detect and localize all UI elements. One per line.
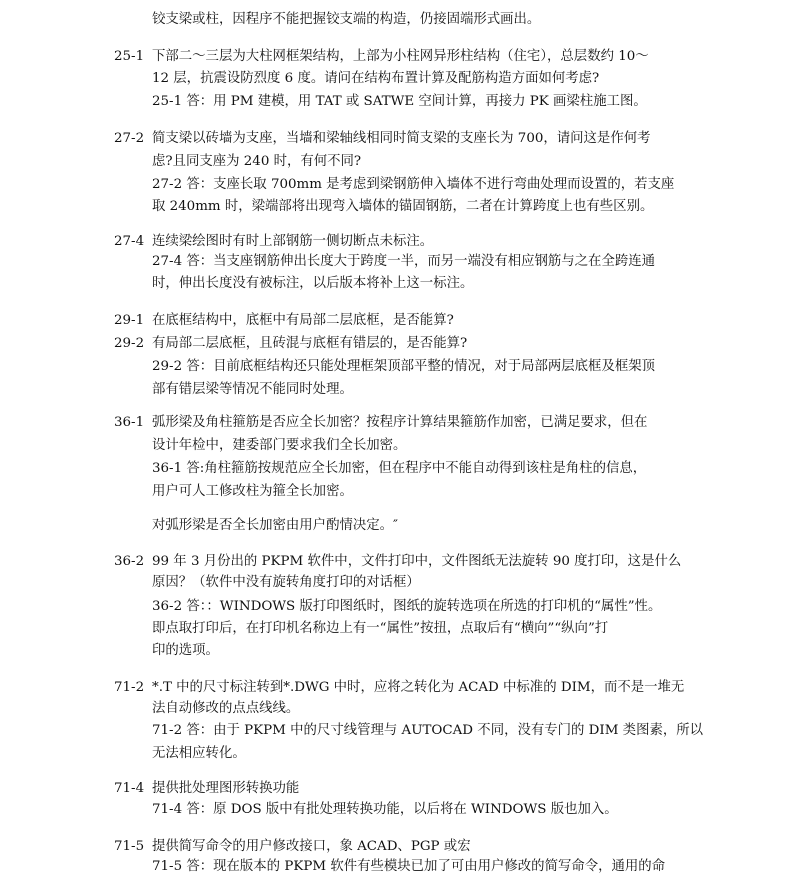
answer-text: 71-5 答：现在版本的 PKPM 软件有些模块已加了可由用户修改的简写命令，通用的命 <box>152 859 666 874</box>
question-number: 27-4 <box>114 234 145 249</box>
question-text: 弧形梁及角柱箍筋是否应全长加密？按程序计算结果箍筋作加密，已满足要求，但在 <box>152 415 648 430</box>
question-number: 25-1 <box>114 49 145 64</box>
question-text: *.T 中的尺寸标注转到*.DWG 中时，应将之转化为 ACAD 中标准的 DIM，而不是一堆无 <box>152 680 685 695</box>
answer-text: 25-1 答：用 PM 建模，用 TAT 或 SATWE 空间计算，再接力 PK 画梁柱施工图。 <box>152 94 647 109</box>
question-text: 提供简写命令的用户修改接口，象 ACAD、PGP 或宏 <box>152 839 471 854</box>
question-text: 12 层，抗震设防烈度 6 度。请问在结构布置计算及配筋构造方面如何考虑? <box>152 71 600 86</box>
question-text: 设计年检中，建委部门要求我们全长加密。 <box>152 438 407 453</box>
answer-text: 印的选项。 <box>152 643 219 658</box>
question-number: 27-2 <box>114 131 145 146</box>
answer-text: 27-4 答：当支座钢筋伸出长度大于跨度一半，而另一端没有相应钢筋与之在全跨连通 <box>152 254 656 269</box>
question-number: 29-2 <box>114 336 145 351</box>
answer-text: 用户可人工修改柱为箍全长加密。 <box>152 484 353 499</box>
question-text: 提供批处理图形转换功能 <box>152 781 300 796</box>
answer-text: 27-2 答：支座长取 700mm 是考虑到梁钢筋伸入墙体不进行弯曲处理而设置的，若支座 <box>152 177 675 192</box>
question-number: 71-5 <box>114 839 145 854</box>
question-text: 连续梁绘图时有时上部钢筋一侧切断点未标注。 <box>152 234 434 249</box>
answer-text: 即点取打印后，在打印机名称边上有一“属性”按扭，点取后有“横向”“纵向”打 <box>152 621 609 636</box>
answer-text: 对弧形梁是否全长加密由用户酌情决定。″ <box>152 518 399 533</box>
question-number: 71-2 <box>114 680 145 695</box>
question-number: 71-4 <box>114 781 145 796</box>
answer-text: 71-2 答：由于 PKPM 中的尺寸线管理与 AUTOCAD 不同，没有专门的 DIM 类图素，所以 <box>152 723 704 738</box>
question-number: 29-1 <box>114 313 145 328</box>
question-text: 99 年 3 月份出的 PKPM 软件中，文件打印中，文件图纸无法旋转 90 度打印，这是什么 <box>152 554 682 569</box>
question-number: 36-2 <box>114 554 145 569</box>
answer-text: 71-4 答：原 DOS 版中有批处理转换功能，以后将在 WINDOWS 版也加入。 <box>152 802 618 817</box>
answer-text: 无法相应转化。 <box>152 746 246 761</box>
question-text: 下部二～三层为大柱网框架结构，上部为小柱网异形柱结构（住宅），总层数约 10～ <box>152 49 649 64</box>
question-text: 虑?且同支座为 240 时，有何不同? <box>152 154 362 169</box>
question-text: 有局部二层底框，且砖混与底框有错层的，是否能算? <box>152 336 468 351</box>
question-number: 36-1 <box>114 415 145 430</box>
text-line: 铰支梁或柱，因程序不能把握铰支端的构造，仍接固端形式画出。 <box>152 12 541 27</box>
answer-text: 时，伸出长度没有被标注，以后版本将补上这一标注。 <box>152 276 474 291</box>
answer-text: 36-2 答：：WINDOWS 版打印图纸时，图纸的旋转选项在所选的打印机的“属性”性。 <box>152 599 662 614</box>
answer-text: 36-1 答:角柱箍筋按规范应全长加密，但在程序中不能自动得到该柱是角柱的信息， <box>152 461 647 476</box>
answer-text: 29-2 答：目前底框结构还只能处理框架顶部平整的情况，对于局部两层底框及框架顶 <box>152 359 656 374</box>
question-text: 简支梁以砖墙为支座，当墙和梁轴线相同时简支梁的支座长为 700，请问这是作何考 <box>152 131 651 146</box>
question-text: 原因？（软件中没有旋转角度打印的对话框） <box>152 575 420 590</box>
question-text: 在底框结构中，底框中有局部二层底框，是否能算? <box>152 313 454 328</box>
question-text: 法自动修改的点点线线。 <box>152 701 300 716</box>
answer-text: 取 240mm 时，梁端部将出现弯入墙体的锚固钢筋，二者在计算跨度上也有些区别。 <box>152 199 654 214</box>
answer-text: 部有错层梁等情况不能同时处理。 <box>152 382 353 397</box>
